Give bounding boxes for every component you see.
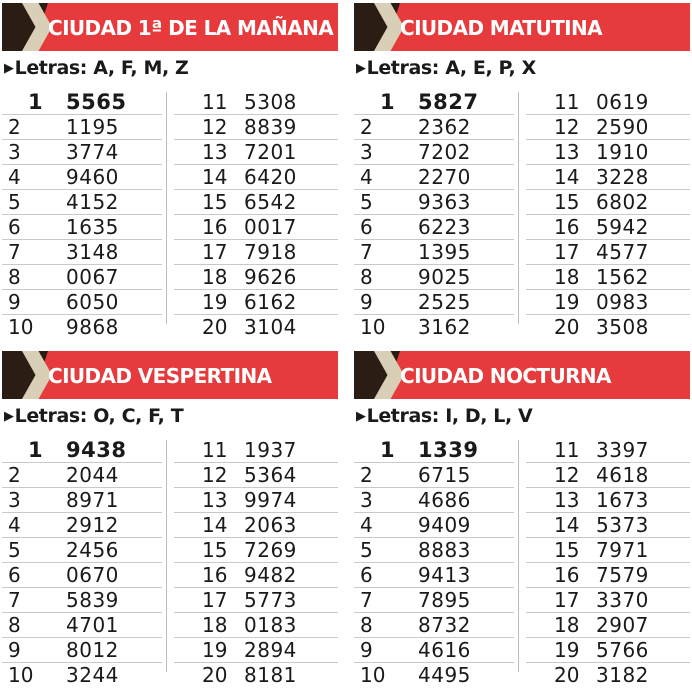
result-position: 16 xyxy=(202,215,228,239)
result-number: 8839 xyxy=(244,115,297,139)
result-position: 9 xyxy=(8,290,21,314)
result-number: 4495 xyxy=(418,663,471,687)
result-number: 5766 xyxy=(596,638,649,662)
result-position: 14 xyxy=(554,165,580,189)
result-position: 10 xyxy=(8,663,34,687)
result-row xyxy=(526,588,690,613)
result-row xyxy=(526,538,690,563)
result-row xyxy=(526,613,690,638)
result-row xyxy=(526,265,690,290)
result-row xyxy=(354,290,514,315)
result-row xyxy=(354,588,514,613)
letras-line xyxy=(356,53,536,83)
result-position: 9 xyxy=(8,638,21,662)
results-column-left xyxy=(354,438,514,687)
letras-line xyxy=(4,53,188,83)
result-position: 20 xyxy=(202,663,228,687)
result-position: 11 xyxy=(554,438,580,462)
result-number: 5364 xyxy=(244,463,297,487)
letras-line xyxy=(4,401,183,431)
result-row xyxy=(2,115,162,140)
results-column-right xyxy=(174,90,338,339)
result-position: 1 xyxy=(28,438,43,462)
result-number: 9868 xyxy=(66,315,119,339)
letras-text: Letras: I, D, L, V xyxy=(366,405,533,427)
result-row xyxy=(174,215,338,240)
result-number: 0670 xyxy=(66,563,119,587)
result-row xyxy=(354,190,514,215)
result-number: 0067 xyxy=(66,265,119,289)
result-row xyxy=(2,663,162,687)
result-number: 5942 xyxy=(596,215,649,239)
triangle-right-icon: ▶ xyxy=(4,61,14,76)
result-number: 6223 xyxy=(418,215,471,239)
result-position: 15 xyxy=(202,538,228,562)
result-row xyxy=(526,663,690,687)
result-position: 19 xyxy=(202,290,228,314)
result-number: 8883 xyxy=(418,538,471,562)
result-position: 19 xyxy=(554,638,580,662)
result-number: 0619 xyxy=(596,90,649,114)
result-position: 5 xyxy=(360,190,373,214)
panel-title: CIUDAD 1ª DE LA MAÑANA xyxy=(48,16,334,40)
result-row xyxy=(174,513,338,538)
result-row xyxy=(526,115,690,140)
result-row xyxy=(526,438,690,463)
result-number: 7201 xyxy=(244,140,297,164)
result-number: 8732 xyxy=(418,613,471,637)
result-row xyxy=(526,290,690,315)
result-row xyxy=(526,315,690,339)
result-position: 19 xyxy=(202,638,228,662)
result-row xyxy=(526,90,690,115)
result-position: 16 xyxy=(554,563,580,587)
result-number: 3244 xyxy=(66,663,119,687)
result-position: 14 xyxy=(554,513,580,537)
result-position: 10 xyxy=(8,315,34,339)
result-position: 11 xyxy=(202,438,228,462)
result-number: 5827 xyxy=(418,90,479,114)
result-number: 5839 xyxy=(66,588,119,612)
triangle-right-icon: ▶ xyxy=(4,409,14,424)
result-position: 2 xyxy=(360,115,373,139)
result-position: 2 xyxy=(8,463,21,487)
result-position: 13 xyxy=(554,488,580,512)
result-position: 6 xyxy=(360,215,373,239)
panel-title: CIUDAD VESPERTINA xyxy=(48,364,272,388)
panel-title: CIUDAD MATUTINA xyxy=(400,16,603,40)
result-row xyxy=(174,90,338,115)
result-number: 4686 xyxy=(418,488,471,512)
result-position: 13 xyxy=(202,488,228,512)
result-position: 6 xyxy=(8,215,21,239)
result-row xyxy=(354,513,514,538)
result-position: 11 xyxy=(554,90,580,114)
result-number: 4701 xyxy=(66,613,119,637)
result-row xyxy=(354,240,514,265)
result-position: 18 xyxy=(202,265,228,289)
result-number: 7579 xyxy=(596,563,649,587)
result-number: 9409 xyxy=(418,513,471,537)
result-number: 2907 xyxy=(596,613,649,637)
result-position: 7 xyxy=(360,240,373,264)
result-number: 3148 xyxy=(66,240,119,264)
result-position: 3 xyxy=(360,488,373,512)
result-number: 6420 xyxy=(244,165,297,189)
result-row xyxy=(174,538,338,563)
result-number: 6050 xyxy=(66,290,119,314)
result-number: 9413 xyxy=(418,563,471,587)
result-position: 8 xyxy=(8,613,21,637)
result-row xyxy=(354,663,514,687)
result-number: 9626 xyxy=(244,265,297,289)
result-position: 13 xyxy=(554,140,580,164)
result-position: 4 xyxy=(360,513,373,537)
result-position: 18 xyxy=(202,613,228,637)
result-number: 3774 xyxy=(66,140,119,164)
result-number: 3397 xyxy=(596,438,649,462)
result-position: 7 xyxy=(8,240,21,264)
result-number: 1395 xyxy=(418,240,471,264)
result-row xyxy=(354,638,514,663)
result-row xyxy=(354,613,514,638)
result-row xyxy=(526,165,690,190)
result-row xyxy=(354,563,514,588)
result-position: 13 xyxy=(202,140,228,164)
result-number: 4616 xyxy=(418,638,471,662)
result-number: 2912 xyxy=(66,513,119,537)
result-row xyxy=(354,315,514,339)
result-position: 12 xyxy=(202,463,228,487)
result-number: 5773 xyxy=(244,588,297,612)
result-position: 15 xyxy=(554,190,580,214)
result-position: 17 xyxy=(202,240,228,264)
result-number: 9438 xyxy=(66,438,127,462)
result-position: 10 xyxy=(360,663,386,687)
result-row xyxy=(174,563,338,588)
result-position: 2 xyxy=(8,115,21,139)
result-position: 2 xyxy=(360,463,373,487)
panel-header xyxy=(354,351,690,399)
result-row xyxy=(174,265,338,290)
result-row xyxy=(2,638,162,663)
result-position: 17 xyxy=(554,240,580,264)
result-number: 3104 xyxy=(244,315,297,339)
result-number: 2590 xyxy=(596,115,649,139)
panel-vespertina xyxy=(2,348,338,687)
result-position: 4 xyxy=(360,165,373,189)
result-number: 0983 xyxy=(596,290,649,314)
result-number: 8181 xyxy=(244,663,297,687)
result-number: 3182 xyxy=(596,663,649,687)
result-row xyxy=(2,290,162,315)
result-position: 8 xyxy=(360,265,373,289)
letras-line xyxy=(356,401,532,431)
result-position: 1 xyxy=(380,90,395,114)
result-row xyxy=(174,463,338,488)
result-position: 20 xyxy=(554,315,580,339)
result-row xyxy=(2,165,162,190)
result-number: 1673 xyxy=(596,488,649,512)
result-number: 3162 xyxy=(418,315,471,339)
result-row xyxy=(174,115,338,140)
result-row xyxy=(526,215,690,240)
result-number: 5565 xyxy=(66,90,127,114)
panel-header xyxy=(2,351,338,399)
result-number: 1339 xyxy=(418,438,479,462)
letras-text: Letras: O, C, F, T xyxy=(14,405,184,427)
result-position: 7 xyxy=(8,588,21,612)
result-position: 20 xyxy=(202,315,228,339)
result-number: 5373 xyxy=(596,513,649,537)
result-number: 6162 xyxy=(244,290,297,314)
result-number: 1195 xyxy=(66,115,119,139)
result-row xyxy=(354,165,514,190)
result-position: 20 xyxy=(554,663,580,687)
result-row xyxy=(354,538,514,563)
result-position: 6 xyxy=(8,563,21,587)
result-position: 12 xyxy=(202,115,228,139)
result-row xyxy=(526,190,690,215)
results-column-left xyxy=(2,90,162,339)
result-row xyxy=(2,240,162,265)
result-number: 6542 xyxy=(244,190,297,214)
panel-header xyxy=(354,3,690,51)
result-row xyxy=(174,638,338,663)
result-position: 5 xyxy=(8,190,21,214)
result-position: 6 xyxy=(360,563,373,587)
result-row xyxy=(2,513,162,538)
result-position: 7 xyxy=(360,588,373,612)
result-number: 7895 xyxy=(418,588,471,612)
result-row xyxy=(174,315,338,339)
result-position: 15 xyxy=(554,538,580,562)
result-number: 7269 xyxy=(244,538,297,562)
results-column-right xyxy=(526,438,690,687)
result-row xyxy=(2,140,162,165)
panel-nocturna xyxy=(354,348,690,687)
letras-text: Letras: A, E, P, X xyxy=(366,57,536,79)
result-number: 2063 xyxy=(244,513,297,537)
results-column-right xyxy=(174,438,338,687)
result-row xyxy=(526,463,690,488)
result-position: 1 xyxy=(28,90,43,114)
result-position: 14 xyxy=(202,165,228,189)
result-row xyxy=(174,613,338,638)
result-number: 2270 xyxy=(418,165,471,189)
results-column-left xyxy=(354,90,514,339)
result-position: 19 xyxy=(554,290,580,314)
result-row xyxy=(526,488,690,513)
result-row xyxy=(2,488,162,513)
result-row xyxy=(2,265,162,290)
result-position: 18 xyxy=(554,613,580,637)
letras-text: Letras: A, F, M, Z xyxy=(14,57,189,79)
result-position: 5 xyxy=(8,538,21,562)
triangle-right-icon: ▶ xyxy=(356,409,366,424)
result-number: 9460 xyxy=(66,165,119,189)
result-number: 6802 xyxy=(596,190,649,214)
result-row xyxy=(2,463,162,488)
result-number: 4577 xyxy=(596,240,649,264)
result-number: 9025 xyxy=(418,265,471,289)
result-number: 1910 xyxy=(596,140,649,164)
result-row xyxy=(174,240,338,265)
result-row xyxy=(2,438,162,463)
result-number: 2525 xyxy=(418,290,471,314)
result-number: 3508 xyxy=(596,315,649,339)
triangle-right-icon: ▶ xyxy=(356,61,366,76)
result-number: 9363 xyxy=(418,190,471,214)
result-position: 11 xyxy=(202,90,228,114)
result-row xyxy=(174,140,338,165)
result-position: 12 xyxy=(554,115,580,139)
result-number: 2362 xyxy=(418,115,471,139)
result-position: 16 xyxy=(554,215,580,239)
result-row xyxy=(354,140,514,165)
result-row xyxy=(2,588,162,613)
result-row xyxy=(2,190,162,215)
result-position: 4 xyxy=(8,513,21,537)
result-position: 3 xyxy=(360,140,373,164)
result-number: 9482 xyxy=(244,563,297,587)
result-number: 0017 xyxy=(244,215,297,239)
result-row xyxy=(354,488,514,513)
result-position: 16 xyxy=(202,563,228,587)
result-number: 6715 xyxy=(418,463,471,487)
result-position: 15 xyxy=(202,190,228,214)
result-number: 9974 xyxy=(244,488,297,512)
result-position: 3 xyxy=(8,140,21,164)
result-position: 17 xyxy=(202,588,228,612)
panel-title: CIUDAD NOCTURNA xyxy=(400,364,611,388)
result-number: 8012 xyxy=(66,638,119,662)
result-number: 3370 xyxy=(596,588,649,612)
result-row xyxy=(2,563,162,588)
result-row xyxy=(174,190,338,215)
result-number: 7202 xyxy=(418,140,471,164)
result-number: 4152 xyxy=(66,190,119,214)
result-position: 9 xyxy=(360,290,373,314)
result-position: 4 xyxy=(8,165,21,189)
result-row xyxy=(174,165,338,190)
result-position: 8 xyxy=(8,265,21,289)
result-position: 18 xyxy=(554,265,580,289)
panel-header xyxy=(2,3,338,51)
result-row xyxy=(174,438,338,463)
result-row xyxy=(174,588,338,613)
result-row xyxy=(354,265,514,290)
result-row xyxy=(2,315,162,339)
result-row xyxy=(354,438,514,463)
result-number: 0183 xyxy=(244,613,297,637)
result-number: 1937 xyxy=(244,438,297,462)
result-position: 5 xyxy=(360,538,373,562)
result-position: 14 xyxy=(202,513,228,537)
result-row xyxy=(354,215,514,240)
result-row xyxy=(526,240,690,265)
result-row xyxy=(354,463,514,488)
result-number: 7971 xyxy=(596,538,649,562)
results-column-left xyxy=(2,438,162,687)
result-position: 10 xyxy=(360,315,386,339)
result-row xyxy=(174,488,338,513)
result-position: 17 xyxy=(554,588,580,612)
result-row xyxy=(174,663,338,687)
result-row xyxy=(354,115,514,140)
result-number: 7918 xyxy=(244,240,297,264)
panel-manana xyxy=(2,0,338,339)
result-row xyxy=(526,638,690,663)
result-row xyxy=(354,90,514,115)
result-position: 9 xyxy=(360,638,373,662)
result-row xyxy=(526,563,690,588)
result-number: 4618 xyxy=(596,463,649,487)
panel-matutina xyxy=(354,0,690,339)
result-number: 2044 xyxy=(66,463,119,487)
result-row xyxy=(2,613,162,638)
result-row xyxy=(526,513,690,538)
result-number: 5308 xyxy=(244,90,297,114)
result-number: 1562 xyxy=(596,265,649,289)
result-position: 1 xyxy=(380,438,395,462)
results-column-right xyxy=(526,90,690,339)
result-number: 8971 xyxy=(66,488,119,512)
result-row xyxy=(174,290,338,315)
result-number: 1635 xyxy=(66,215,119,239)
result-row xyxy=(2,90,162,115)
result-number: 3228 xyxy=(596,165,649,189)
result-position: 3 xyxy=(8,488,21,512)
result-position: 8 xyxy=(360,613,373,637)
result-row xyxy=(2,215,162,240)
result-position: 12 xyxy=(554,463,580,487)
result-row xyxy=(2,538,162,563)
result-row xyxy=(526,140,690,165)
result-number: 2894 xyxy=(244,638,297,662)
result-number: 2456 xyxy=(66,538,119,562)
